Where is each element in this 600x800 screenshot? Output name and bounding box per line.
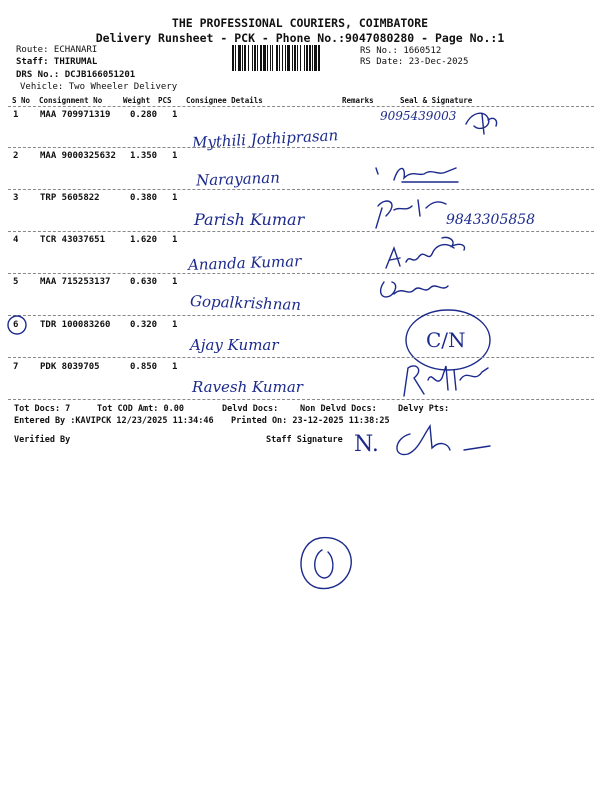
- row-divider: [8, 273, 594, 274]
- barcode-bar: [306, 45, 308, 71]
- barcode-bar: [276, 45, 278, 71]
- barcode-bar: [263, 45, 266, 71]
- non-delivered-docs: Non Delvd Docs:: [300, 404, 377, 414]
- row-sno: 6: [13, 320, 19, 330]
- row-consignee: Ananda Kumar: [187, 252, 302, 274]
- row-signature: [372, 160, 462, 190]
- sno-circle-mark: [6, 314, 28, 336]
- barcode-bar: [279, 45, 280, 71]
- barcode-bar: [248, 45, 249, 71]
- barcode-bar: [294, 45, 296, 71]
- row-pcs: 1: [172, 320, 178, 330]
- barcode-bar: [304, 45, 305, 71]
- row-sno: 5: [13, 277, 19, 287]
- row-weight: 0.850: [130, 362, 158, 372]
- row-pcs: 1: [172, 277, 178, 287]
- barcode-bar: [232, 45, 234, 71]
- row-weight: 1.620: [130, 235, 158, 245]
- total-cod-amount: Tot COD Amt: 0.00: [97, 404, 184, 414]
- barcode-bar: [309, 45, 311, 71]
- row-weight: 0.320: [130, 320, 158, 330]
- row-consignee: Ajay Kumar: [190, 336, 279, 354]
- row-signature: [462, 106, 502, 138]
- row-pcs: 1: [172, 193, 178, 203]
- col-consignment: Consignment No: [39, 96, 103, 105]
- staff-label: Staff: THIRUMAL: [16, 57, 98, 67]
- row-weight: 0.630: [130, 277, 158, 287]
- row-sno: 7: [13, 362, 19, 372]
- rs-number: RS No.: 1660512: [360, 46, 442, 56]
- row-sno: 1: [13, 110, 19, 120]
- row-pcs: 1: [172, 151, 178, 161]
- entered-by: Entered By :KAVIPCK 12/23/2025 11:34:46: [14, 416, 214, 426]
- row-signature: [372, 194, 452, 234]
- barcode-bar: [254, 45, 256, 71]
- barcode-bar: [244, 45, 246, 71]
- row-divider: [8, 399, 594, 400]
- vehicle-label: Vehicle: Two Wheeler Delivery: [20, 82, 178, 92]
- printed-on: Printed On: 23-12-2025 11:38:25: [231, 416, 390, 426]
- row-divider: [8, 357, 594, 358]
- row-consignment: TDR 100083260: [40, 320, 111, 330]
- row-pcs: 1: [172, 362, 178, 372]
- barcode-bar: [260, 45, 262, 71]
- row-consignment: TRP 5605822: [40, 193, 100, 203]
- barcode-bar: [297, 45, 298, 71]
- runsheet-subtitle: Delivery Runsheet - PCK - Phone No.:9047080280 - Page No.:1: [95, 31, 505, 45]
- row-consignment: PDK 8039705: [40, 362, 100, 372]
- route-label: Route: ECHANARI: [16, 45, 98, 55]
- row-sno: 3: [13, 193, 19, 203]
- drs-number: DRS No.: DCJB166051201: [16, 70, 136, 80]
- row-sno: 4: [13, 235, 19, 245]
- staff-sign-initial: N.: [354, 432, 379, 457]
- rs-date: RS Date: 23-Dec-2025: [360, 57, 469, 67]
- col-consignee: Consignee Details: [186, 96, 263, 105]
- barcode-bar: [285, 45, 286, 71]
- row-seal-cn: C/N: [426, 328, 466, 352]
- col-remarks: Remarks: [342, 96, 374, 105]
- row-divider: [8, 147, 594, 148]
- barcode-bar: [292, 45, 293, 71]
- barcode-bar: [282, 45, 283, 71]
- barcode-bar: [257, 45, 258, 71]
- verified-by-label: Verified By: [14, 435, 71, 445]
- row-consignee: Ravesh Kumar: [192, 378, 303, 396]
- total-docs: Tot Docs: 7: [14, 404, 71, 414]
- row-consignment: MAA 709971319: [40, 110, 111, 120]
- row-consignment: MAA 715253137: [40, 277, 111, 287]
- row-divider: [8, 189, 594, 190]
- barcode-bar: [252, 45, 253, 71]
- barcode-bar: [312, 45, 313, 71]
- row-consignee: Gopalkrishnan: [189, 292, 302, 314]
- barcode-bar: [272, 45, 273, 71]
- row-seal-phone: 9843305858: [446, 212, 536, 228]
- row-pcs: 1: [172, 235, 178, 245]
- row-consignment: TCR 43037651: [40, 235, 106, 245]
- barcode-bar: [242, 45, 243, 71]
- barcode-bar: [318, 45, 320, 71]
- barcode-image: [231, 45, 355, 71]
- barcode-bar: [235, 45, 236, 71]
- row-seal-phone: 9095439003: [380, 109, 457, 123]
- delivery-points: Delvy Pts:: [398, 404, 450, 414]
- row-weight: 0.380: [130, 193, 158, 203]
- header-divider: [8, 106, 594, 107]
- ink-scribble: [290, 530, 362, 596]
- row-consignee: Narayanan: [195, 168, 281, 190]
- row-signature: [376, 276, 456, 304]
- staff-signature-label: Staff Signature: [266, 435, 343, 445]
- row-weight: 1.350: [130, 151, 158, 161]
- barcode-bar: [287, 45, 290, 71]
- row-divider: [8, 231, 594, 232]
- barcode-bar: [267, 45, 268, 71]
- staff-signature: [386, 418, 498, 464]
- barcode-graphic: [231, 45, 355, 71]
- row-divider: [8, 315, 594, 316]
- col-weight: Weight: [123, 96, 151, 105]
- row-consignee: Parish Kumar: [194, 210, 305, 229]
- row-weight: 0.280: [130, 110, 158, 120]
- row-signature: [398, 360, 494, 400]
- barcode-bar: [300, 45, 301, 71]
- delivered-docs: Delvd Docs:: [222, 404, 279, 414]
- col-seal-signature: Seal & Signature: [400, 96, 473, 105]
- col-sno: S No: [12, 96, 31, 105]
- col-pcs: PCS: [158, 96, 172, 105]
- row-sno: 2: [13, 151, 19, 161]
- barcode-bar: [314, 45, 317, 71]
- row-pcs: 1: [172, 110, 178, 120]
- barcode-bar: [270, 45, 271, 71]
- row-signature: [382, 234, 472, 274]
- row-consignee: Mythili Jothiprasan: [191, 126, 339, 152]
- row-consignment: MAA 9000325632: [40, 151, 116, 161]
- barcode-bar: [238, 45, 241, 71]
- company-title: THE PROFESSIONAL COURIERS, COIMBATORE: [171, 16, 429, 30]
